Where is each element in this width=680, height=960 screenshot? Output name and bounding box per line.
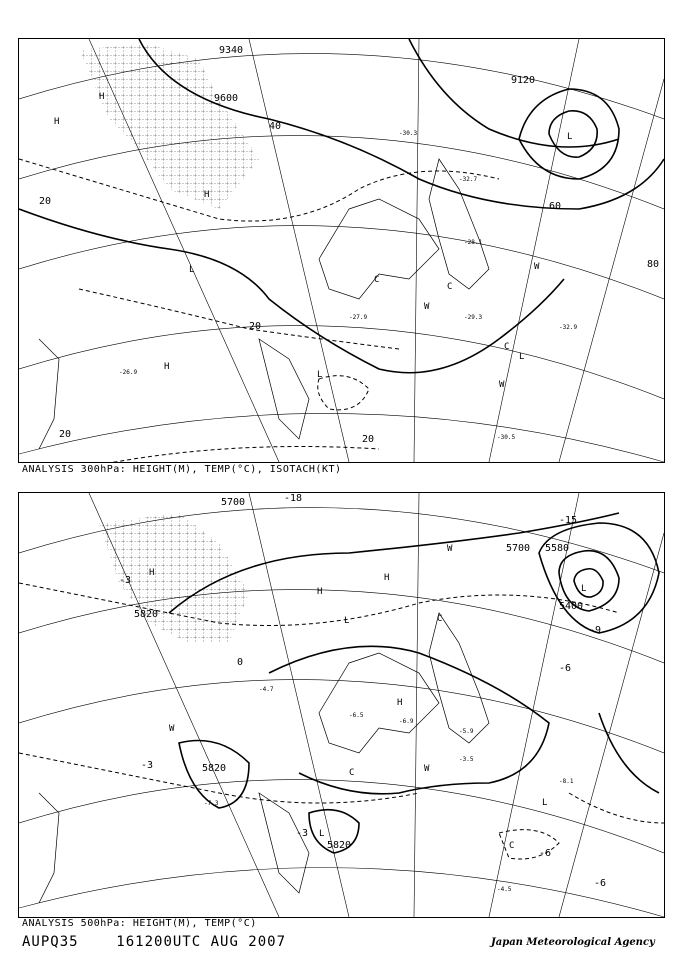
- height-label-1: 5700: [221, 497, 246, 508]
- warm-marker-2: W: [534, 262, 540, 272]
- isotach-label-80: 80: [647, 259, 660, 270]
- high-marker-2: H: [54, 117, 60, 127]
- upper-chart-panel: [18, 38, 665, 463]
- isotach-label-40: 40: [269, 121, 282, 132]
- temp-label: -18: [284, 493, 303, 504]
- station-temp: -28.1: [464, 239, 483, 246]
- low-marker-3: L: [319, 829, 325, 839]
- cold-marker-2: C: [437, 614, 443, 624]
- lower-panel-caption: ANALYSIS 500hPa: HEIGHT(M), TEMP(°C): [22, 918, 257, 929]
- high-marker-2: H: [317, 587, 323, 597]
- chart-code: AUPQ35: [22, 934, 79, 950]
- station-temp: -4.5: [497, 886, 512, 893]
- low-marker-3: L: [519, 352, 525, 362]
- station-temp: -8.1: [559, 778, 574, 785]
- high-marker-3: H: [204, 190, 210, 200]
- low-marker-4: L: [317, 370, 323, 380]
- coastline: [39, 613, 489, 903]
- coastline: [39, 159, 489, 449]
- station-temp: -4.7: [259, 686, 274, 693]
- high-marker-4: H: [397, 698, 403, 708]
- height-label-3: 9120: [511, 75, 536, 86]
- station-temp: -6.5: [349, 712, 364, 719]
- station-temp: -29.3: [464, 314, 483, 321]
- isotherms: [19, 583, 664, 859]
- low-marker-2: L: [189, 265, 195, 275]
- warm-marker-3: W: [499, 380, 505, 390]
- warm-marker-3: W: [424, 764, 430, 774]
- temp-label: -3: [141, 760, 154, 771]
- station-temp: -3.5: [459, 756, 474, 763]
- isotach-label-20b: 20: [249, 321, 262, 332]
- temp-label: -15: [559, 515, 578, 526]
- station-temp: -30.5: [497, 434, 516, 441]
- temp-label: -6: [539, 848, 552, 859]
- temp-label: -9: [589, 625, 602, 636]
- high-terrain-area: [79, 44, 259, 209]
- height-label-3: 5580: [545, 543, 570, 554]
- lower-chart-panel: [18, 492, 665, 918]
- isotach-label-20: 20: [39, 196, 52, 207]
- station-temp: -6.9: [399, 718, 414, 725]
- cold-marker: C: [374, 275, 380, 285]
- station-temp: -7.3: [204, 800, 219, 807]
- station-temp: -30.3: [399, 130, 418, 137]
- cold-marker-3: C: [509, 841, 515, 851]
- valid-time: 161200UTC AUG 2007: [116, 934, 287, 950]
- station-temp: -32.7: [459, 176, 478, 183]
- isotach-label-60: 60: [549, 201, 562, 212]
- height-label-4: 5820: [134, 609, 159, 620]
- warm-marker-2: W: [169, 724, 175, 734]
- agency-name: Japan Meteorological Agency: [491, 937, 655, 948]
- low-marker-4: L: [542, 798, 548, 808]
- warm-marker: W: [424, 302, 430, 312]
- isotach-label-20d: 20: [362, 434, 375, 445]
- height-label-7: 5820: [202, 763, 227, 774]
- upper-map: [19, 39, 664, 462]
- station-temp: -5.9: [459, 728, 474, 735]
- low-marker-2: L: [344, 616, 350, 626]
- temp-label: -6: [559, 663, 572, 674]
- temp-label: -6: [594, 878, 607, 889]
- temp-label: -3: [296, 828, 309, 839]
- height-label-6: 5820: [327, 840, 352, 851]
- station-temp: -32.9: [559, 324, 578, 331]
- high-marker: H: [99, 92, 105, 102]
- lower-map: [19, 493, 664, 917]
- high-marker-3: H: [384, 573, 390, 583]
- upper-panel-caption: ANALYSIS 300hPa: HEIGHT(M), TEMP(°C), ISOTACH(KT): [22, 464, 342, 475]
- station-temp: -27.9: [349, 314, 368, 321]
- chart-identifier: [22, 934, 286, 950]
- cold-marker-2: C: [447, 282, 453, 292]
- height-label-2: 9600: [214, 93, 239, 104]
- cold-marker: C: [349, 768, 355, 778]
- warm-marker: W: [447, 544, 453, 554]
- station-temp: -26.9: [119, 369, 138, 376]
- isotach-label-20c: 20: [59, 429, 72, 440]
- temp-label: 0: [237, 657, 244, 668]
- high-marker: H: [149, 568, 155, 578]
- cold-marker-3: C: [504, 342, 510, 352]
- height-label-2: 5700: [506, 543, 531, 554]
- height-label-5: 5400: [559, 601, 584, 612]
- temp-label: -3: [119, 575, 132, 586]
- height-contours: [169, 513, 659, 853]
- low-marker: L: [567, 132, 573, 142]
- height-label-1: 9340: [219, 45, 244, 56]
- low-marker: L: [581, 584, 587, 594]
- high-marker-4: H: [164, 362, 170, 372]
